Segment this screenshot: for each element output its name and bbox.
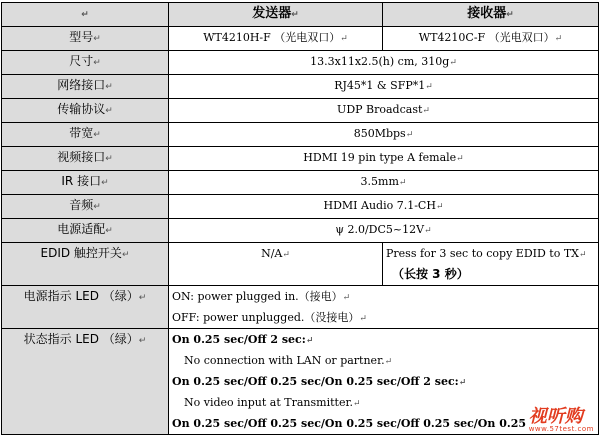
edid-rx-line2: （长按 3 秒）: [392, 267, 469, 281]
row-audio: [2, 195, 599, 219]
label-ir: IR 接口↵: [2, 171, 169, 195]
row-ir: [2, 171, 599, 195]
label-protocol: 传输协议↵: [2, 99, 169, 123]
status-led-line5: On 0.25 sec/Off 0.25 sec/On 0.25 sec/Off 0.25 sec/On 0.25: [172, 417, 527, 430]
label-bandwidth: 带宽↵: [2, 123, 169, 147]
label-power-led: 电源指示 LED （绿）↵: [2, 286, 169, 329]
status-led-line2: No connection with LAN or partner.↵: [184, 354, 393, 367]
row-protocol: [2, 99, 599, 123]
label-edid: EDID 触控开关↵: [2, 243, 169, 286]
row-power: [2, 219, 599, 243]
row-power-led: [2, 286, 599, 329]
label-model: 型号↵: [2, 27, 169, 51]
header-transmitter: 发送器↵: [169, 3, 383, 27]
header-corner: ↵: [2, 3, 169, 27]
status-led-line1: On 0.25 sec/Off 2 sec:↵: [172, 333, 314, 346]
row-bandwidth: [2, 123, 599, 147]
label-size: 尺寸↵: [2, 51, 169, 75]
row-network: [2, 75, 599, 99]
value-bandwidth: 850Mbps↵: [169, 123, 599, 147]
watermark-logo: [529, 402, 594, 433]
label-audio: 音频↵: [2, 195, 169, 219]
label-power: 电源适配↵: [2, 219, 169, 243]
header-row: [2, 3, 599, 27]
power-led-line2: OFF: power unplugged.（没接电）↵: [172, 311, 367, 324]
watermark-url: www.57test.com: [528, 425, 594, 433]
row-status-led: [2, 329, 599, 435]
value-model-tx: WT4210H-F （光电双口）↵: [169, 27, 383, 51]
value-ir: 3.5mm↵: [169, 171, 599, 195]
value-power-led: [169, 286, 599, 329]
label-video: 视频接口↵: [2, 147, 169, 171]
spec-table: [1, 2, 599, 435]
row-model: [2, 27, 599, 51]
value-audio: HDMI Audio 7.1-CH↵: [169, 195, 599, 219]
value-video: HDMI 19 pin type A female↵: [169, 147, 599, 171]
label-status-led: 状态指示 LED （绿）↵: [2, 329, 169, 435]
value-protocol: UDP Broadcast↵: [169, 99, 599, 123]
edid-rx-line1: Press for 3 sec to copy EDID to TX↵: [386, 247, 587, 260]
status-led-line4: No video input at Transmitter.↵: [184, 396, 361, 409]
status-led-line3: On 0.25 sec/Off 0.25 sec/On 0.25 sec/Off 2 sec:↵: [172, 375, 467, 388]
power-led-line1: ON: power plugged in.（接电）↵: [172, 290, 351, 303]
row-video: [2, 147, 599, 171]
value-edid-rx: [383, 243, 599, 286]
row-size: [2, 51, 599, 75]
value-edid-tx: N/A↵: [169, 243, 383, 286]
row-edid: [2, 243, 599, 286]
value-size: 13.3x11x2.5(h) cm, 310g↵: [169, 51, 599, 75]
value-power: ψ 2.0/DC5~12V↵: [169, 219, 599, 243]
value-network: RJ45*1 & SFP*1↵: [169, 75, 599, 99]
watermark-logo-text: 视听购: [528, 406, 583, 427]
value-model-rx: WT4210C-F （光电双口）↵: [383, 27, 599, 51]
label-network: 网络接口↵: [2, 75, 169, 99]
header-receiver: 接收器↵: [383, 3, 599, 27]
